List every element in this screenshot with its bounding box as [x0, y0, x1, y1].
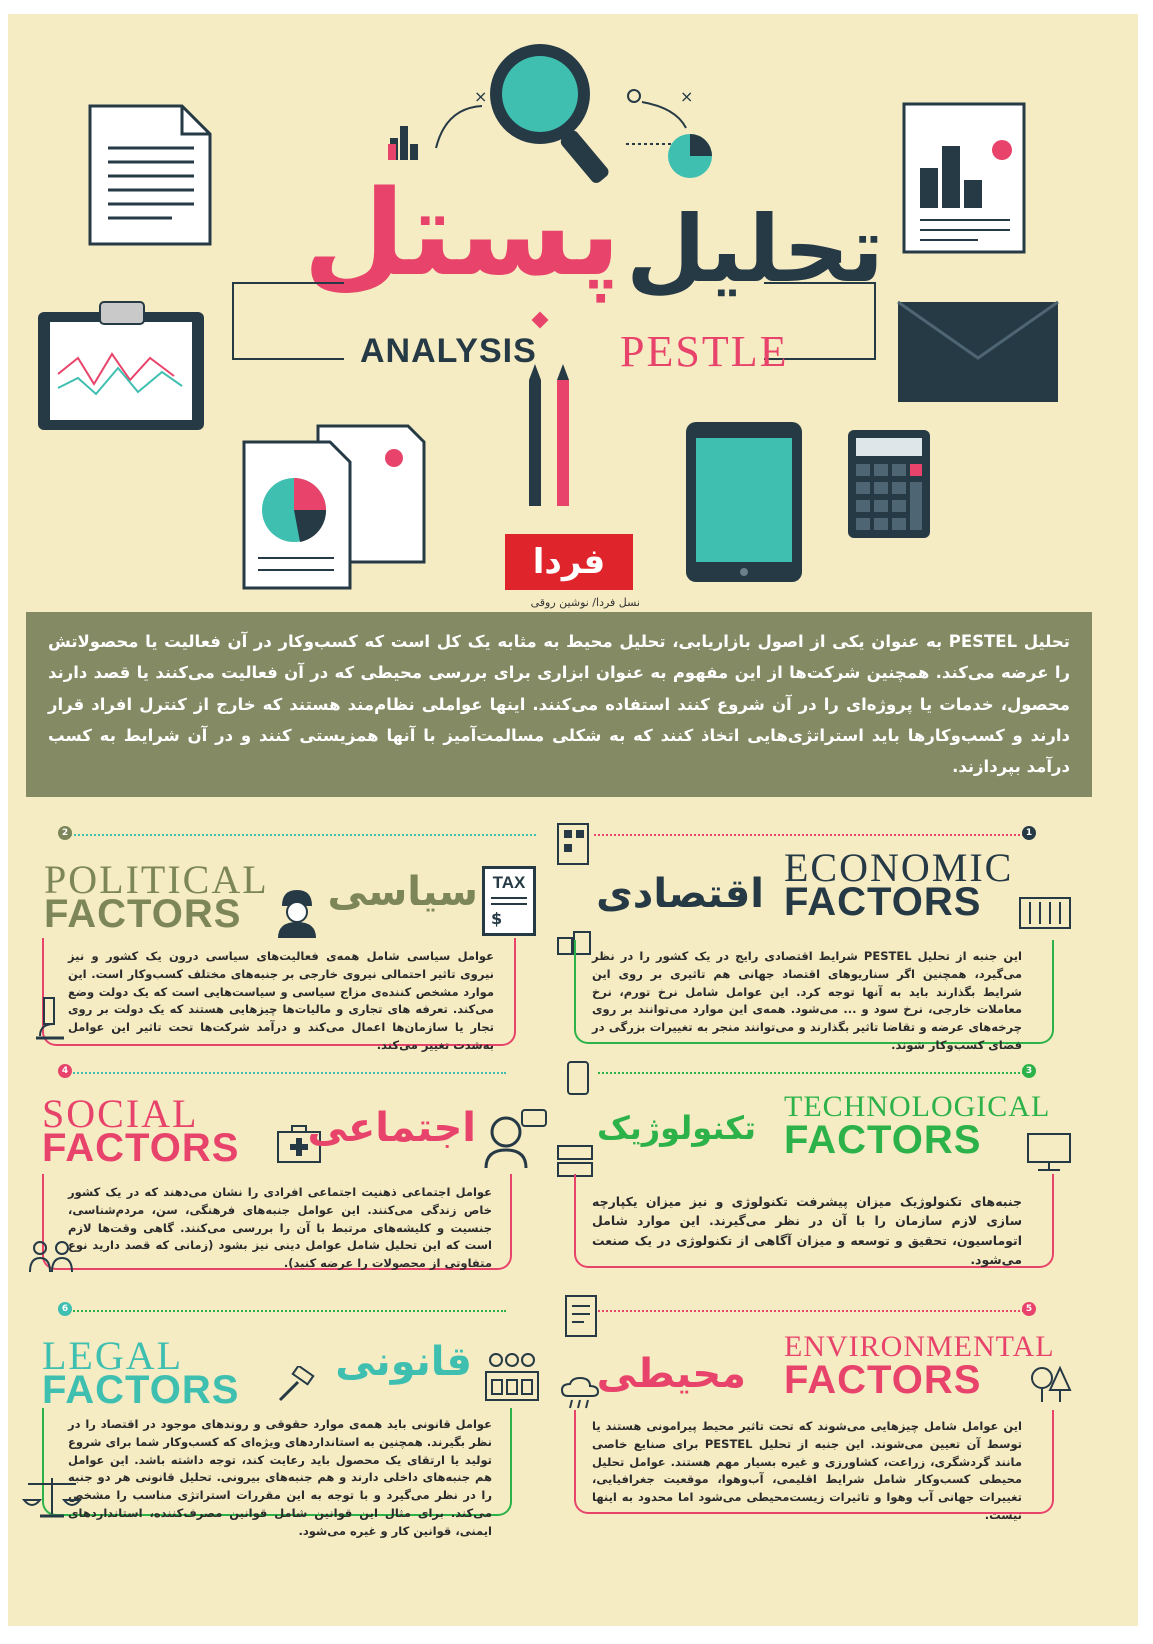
economic-connector: [594, 834, 1024, 836]
phone-icon: [564, 1060, 592, 1096]
technological-fa-title: تکنولوژیک: [596, 1109, 756, 1147]
calculator-icon: [846, 428, 932, 540]
technological-connector: [598, 1072, 1024, 1074]
political-marker: 2: [58, 826, 72, 840]
social-marker: 4: [58, 1064, 72, 1078]
support-agent-icon: [482, 1108, 548, 1170]
political-fa-title: سیاسی: [327, 869, 478, 915]
gavel-icon: [274, 1366, 318, 1406]
technological-description: جنبه‌های تکنولوژیک میزان پیشرفت تکنولوژی و نیز میزان یکپارچه سازی لازم سازمان را با آن در نظر می‌گیرند. این موارد شامل اتوماسیون، تحقیق و توسعه و میزان آگاهی از تکنولوژی در یک صنعت می‌شود.: [592, 1194, 1022, 1268]
environmental-description: این عوامل شامل چیزهایی می‌شوند که تحت تاثیر محیط پیرامونی هستند یا توسط آن تعیین می‌شوند. این جنبه از تحلیل PESTEL برای صنایع خاصی مانند گردشگری، زراعت، کشاورزی و غیره بسیار مهم هستند. عوامل تحلیل محیطی کسب‌وکار شامل شرایط اقلیمی، آب‌وهوا، موقعیت جغرافیایی، تغییرات جهانی آب وهوا و تاثیرات زیست‌محیطی می‌شود اما محدود به اینها نیست.: [592, 1419, 1022, 1523]
political-connector: [62, 834, 536, 836]
social-connector: [62, 1072, 506, 1074]
legal-en-factors: FACTORS: [42, 1368, 240, 1412]
monitor-icon: [1026, 1132, 1072, 1172]
pencils-icon: [523, 360, 583, 510]
worker-icon: [274, 886, 320, 938]
subtitle-pestle: PESTLE: [620, 327, 789, 376]
svg-text:×: ×: [680, 88, 694, 106]
legal-connector: [62, 1310, 506, 1312]
legal-en-title: LEGAL: [42, 1333, 184, 1378]
title-fa-pestel: پستل: [303, 164, 621, 302]
social-fa-title: اجتماعی: [307, 1105, 476, 1151]
technological-marker: 3: [1022, 1064, 1036, 1078]
svg-text:×: ×: [474, 88, 488, 106]
envelope-icon: [896, 300, 1060, 404]
tax-icon: TAX $: [482, 866, 536, 936]
report-chart-icon: [898, 98, 1038, 258]
environmental-connector: [598, 1310, 1024, 1312]
economic-description: این جنبه از تحلیل PESTEL شرایط اقتصادی رایج در یک کشور را در نظر می‌گیرد، همچنین اگر سناریوهای اقتصاد جهانی هم تاثیری بر روی این شرایط بگذارند باید به آنها توجه کرد. این عوامل شامل نرخ تورم، نرخ معاملات خارجی، نرخ سود و ... می‌شود. همه‌ی این موارد می‌توانند بر روی چرخه‌های عرضه و تقاضا تاثیر بگذارند و می‌توانند منجر به تغییرات بزرگی در فضای کسب‌وکار شوند.: [592, 949, 1022, 1053]
economic-fa-title: اقتصادی: [596, 871, 764, 917]
trees-icon: [1028, 1364, 1072, 1404]
legal-fa-title: قانونی: [335, 1339, 472, 1385]
environmental-en-title: ENVIRONMENTAL: [784, 1330, 1055, 1363]
social-en-factors: FACTORS: [42, 1126, 240, 1170]
economic-marker: 1: [1022, 826, 1036, 840]
economic-en-title: ECONOMIC: [784, 845, 1014, 890]
people-group-icon: [28, 1238, 74, 1274]
legal-marker: 6: [58, 1302, 72, 1316]
poster: [8, 14, 1138, 1626]
subtitle-analysis: ANALYSIS: [360, 332, 537, 370]
checklist-icon: [564, 1294, 600, 1338]
political-en-title: POLITICAL: [44, 857, 269, 902]
clipboard-icon: [34, 294, 209, 434]
document-icon: [82, 100, 222, 250]
title-fa-tahlil: تحلیل: [626, 196, 885, 303]
political-description: عوامل سیاسی شامل همه‌ی فعالیت‌های سیاسی درون یک کشور و نیز نیروی تاثیر احتمالی نیروی خارجی بر جنبه‌های مختلف کسب‌وکار است. این موارد مشخص کننده‌ی مزاج سیاسی و سیاست‌هایی است که یک دولت وضع می‌کند. تعرفه های تجاری و مالیات‌ها چیزهایی هستند که یک دولت بر روی تجار یا سازمان‌ها اعمال می‌کند و درآمد شرکت‌ها تحت تاثیر این عوامل به‌شدت تغییر می‌کند.: [68, 949, 494, 1053]
social-en-title: SOCIAL: [42, 1091, 199, 1136]
political-en-factors: FACTORS: [44, 892, 242, 936]
pie-report-icon: [238, 422, 428, 592]
server-icon: [556, 1144, 594, 1178]
rain-cloud-icon: [560, 1376, 600, 1410]
brand-logo: فردا: [505, 534, 633, 590]
environmental-fa-title: محیطی: [596, 1351, 746, 1397]
economic-en-factors: FACTORS: [784, 880, 982, 924]
technological-en-factors: FACTORS: [784, 1118, 982, 1162]
tax-icon-label: TAX: [492, 873, 526, 892]
social-description: عوامل اجتماعی ذهنیت اجتماعی افرادی را نشان می‌دهند که در یک کشور خاص زندگی می‌کنند. این عوامل جنبه‌های فرهنگی، سن، مردم‌شناسی، جنسیت و کلیشه‌های مرتبط با آن را بررسی می‌کنند. گاهی وقت‌ها لازم است که این تحلیل شامل عوامل دینی نیز بشود (زمانی که قصد دارید نوع متفاوتی از محصولات را عرضه کنید).: [68, 1185, 492, 1271]
courtroom-icon: [484, 1350, 540, 1402]
microscope-icon: [32, 996, 68, 1042]
scales-icon: [22, 1474, 82, 1520]
environmental-en-factors: FACTORS: [784, 1358, 982, 1402]
building-icon: [556, 820, 592, 866]
technological-en-title: TECHNOLOGICAL: [784, 1090, 1051, 1123]
title-diamond: [532, 312, 549, 329]
intro-paragraph: تحلیل PESTEL به عنوان یکی از اصول بازاریابی، تحلیل محیط به مثابه یک کل است که کسب‌وکار در آن فعالیت یا محصولاتش را عرضه می‌کند. همچنین شرکت‌ها از این مفهوم به عنوان ابزاری برای بررسی محیطی که در آن فعالیت می‌کنند یا قصد دارند محصول، خدمات یا پروژه‌ای را در آن شروع کنند استفاده می‌کنند. اینها عواملی نظام‌مند هستند که خارج از کنترل افراد قرار دارند و کسب‌وکارها باید استراتژی‌هایی اتخاذ کنند که به شکلی مسالمت‌آمیز با آنها همزیستی کنند و در آن شرایط به کسب درآمد بپردازند.: [26, 612, 1092, 797]
credit-line: نسل فردا/ نوشین روقی: [530, 596, 640, 609]
legal-description: عوامل قانونی باید همه‌ی موارد حقوقی و روندهای موجود در اقتصاد را در نظر بگیرند. همچنین به استانداردهای ویژه‌ای که کسب‌وکار شما برای شروع تولید یا ارتقای یک محصول باید رعایت کند، توجه داشته باشد. این عوامل هم جنبه‌های داخلی دارند و هم جنبه‌های بیرونی. تحلیل قانونی هر دو جنبه را در نظر می‌گیرد و با توجه به این مقررات استراتژی مناسب را مشخص می‌کند. برای مثال این قوانین شامل قوانین مصرف‌کننده، استانداردهای ایمنی، قوانین کار و غیره می‌شود.: [68, 1417, 492, 1538]
title-bracket-left: [232, 282, 344, 360]
container-icon: [1018, 896, 1072, 930]
tablet-icon: [684, 420, 804, 584]
environmental-marker: 5: [1022, 1302, 1036, 1316]
